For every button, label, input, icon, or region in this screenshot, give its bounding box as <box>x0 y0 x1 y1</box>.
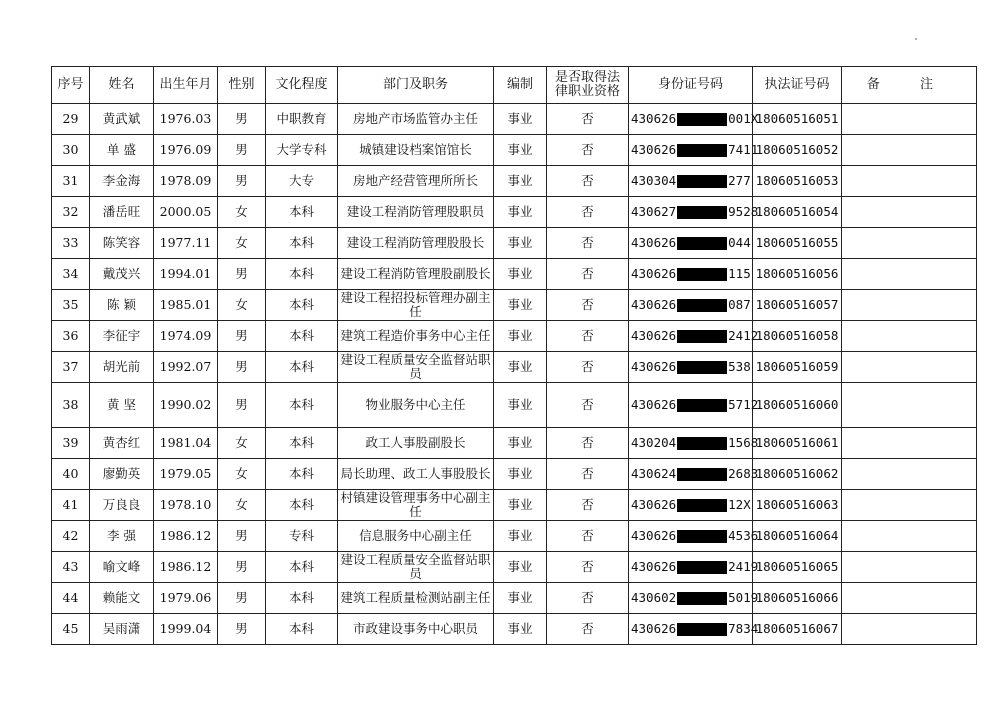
cell-education: 本科 <box>266 383 338 428</box>
cell-remarks <box>842 428 977 459</box>
cell-seq: 32 <box>52 197 90 228</box>
cell-name: 吴雨潇 <box>90 614 154 645</box>
cell-name: 陈笑容 <box>90 228 154 259</box>
cell-remarks <box>842 583 977 614</box>
table-row <box>52 583 977 614</box>
cell-staffing: 事业 <box>494 521 547 552</box>
cell-gender: 男 <box>218 135 266 166</box>
table-row <box>52 552 977 583</box>
cell-remarks <box>842 135 977 166</box>
cell-name: 黄武斌 <box>90 104 154 135</box>
cell-dept-position: 建筑工程造价事务中心主任 <box>338 321 494 352</box>
cell-birth: 1990.02 <box>154 383 218 428</box>
cell-name: 赖能文 <box>90 583 154 614</box>
cell-id-number <box>629 521 759 552</box>
cell-id-number <box>629 490 753 521</box>
cell-name: 万良良 <box>90 490 154 521</box>
table-row <box>52 352 977 383</box>
cell-legal-qualification: 否 <box>547 197 629 228</box>
cell-dept-position: 房地产市场监管办主任 <box>338 104 494 135</box>
header-name: 姓名 <box>90 67 154 104</box>
cell-education: 本科 <box>266 321 338 352</box>
id-prefix: 430626 <box>631 359 677 374</box>
cell-education: 大专 <box>266 166 338 197</box>
cell-legal-qualification: 否 <box>547 583 629 614</box>
cell-id-number <box>629 259 753 290</box>
cell-id-number <box>629 352 753 383</box>
cell-legal-qualification: 否 <box>547 321 629 352</box>
cell-id-number <box>629 459 759 490</box>
cell-name: 李金海 <box>90 166 154 197</box>
cell-legal-qualification: 否 <box>547 290 629 321</box>
cell-gender: 男 <box>218 583 266 614</box>
header-seq: 序号 <box>52 67 90 104</box>
cell-remarks <box>842 552 977 583</box>
cell-gender: 男 <box>218 259 266 290</box>
cell-seq: 31 <box>52 166 90 197</box>
cell-birth: 1981.04 <box>154 428 218 459</box>
table-row <box>52 197 977 228</box>
cell-legal-qualification: 否 <box>547 614 629 645</box>
id-suffix: 5712 <box>728 397 759 412</box>
cell-cert-number: 18060516063 <box>753 490 842 521</box>
cell-birth: 2000.05 <box>154 197 218 228</box>
cell-seq: 43 <box>52 552 90 583</box>
table-row <box>52 135 977 166</box>
cell-education: 本科 <box>266 490 338 521</box>
cell-birth: 1986.12 <box>154 521 218 552</box>
id-prefix: 430626 <box>631 497 677 512</box>
cell-dept-position: 建设工程质量安全监督站职员 <box>338 552 494 583</box>
id-prefix: 430626 <box>631 235 677 250</box>
cell-gender: 男 <box>218 521 266 552</box>
cell-cert-number: 18060516062 <box>753 459 842 490</box>
cell-education: 中职教育 <box>266 104 338 135</box>
redaction-bar <box>677 299 727 312</box>
cell-dept-position: 建筑工程质量检测站副主任 <box>338 583 494 614</box>
id-suffix: 2419 <box>728 559 759 574</box>
cell-cert-number: 18060516066 <box>753 583 842 614</box>
cell-staffing: 事业 <box>494 614 547 645</box>
table-row <box>52 614 977 645</box>
id-prefix: 430624 <box>631 466 677 481</box>
redaction-bar <box>677 399 727 412</box>
redaction-bar <box>677 530 727 543</box>
id-suffix: 115 <box>728 266 751 281</box>
table-row <box>52 521 977 552</box>
id-prefix: 430602 <box>631 590 677 605</box>
id-prefix: 430626 <box>631 559 677 574</box>
cell-dept-position: 市政建设事务中心职员 <box>338 614 494 645</box>
cell-birth: 1985.01 <box>154 290 218 321</box>
cell-staffing: 事业 <box>494 135 547 166</box>
cell-remarks <box>842 197 977 228</box>
cell-birth: 1994.01 <box>154 259 218 290</box>
cell-remarks <box>842 259 977 290</box>
cell-gender: 男 <box>218 104 266 135</box>
header-gender: 性别 <box>218 67 266 104</box>
cell-seq: 37 <box>52 352 90 383</box>
id-prefix: 430626 <box>631 297 677 312</box>
cell-seq: 45 <box>52 614 90 645</box>
cell-legal-qualification: 否 <box>547 166 629 197</box>
id-suffix: 12X <box>728 497 751 512</box>
cell-legal-qualification: 否 <box>547 259 629 290</box>
cell-id-number <box>629 614 759 645</box>
cell-cert-number: 18060516059 <box>753 352 842 383</box>
cell-dept-position: 建设工程消防管理股副股长 <box>338 259 494 290</box>
cell-staffing: 事业 <box>494 228 547 259</box>
table-row <box>52 490 977 521</box>
redaction-bar <box>677 437 727 450</box>
cell-cert-number: 18060516053 <box>753 166 842 197</box>
cell-seq: 29 <box>52 104 90 135</box>
cell-remarks <box>842 383 977 428</box>
id-prefix: 430626 <box>631 328 677 343</box>
cell-gender: 女 <box>218 197 266 228</box>
cell-birth: 1977.11 <box>154 228 218 259</box>
cell-id-number <box>629 197 759 228</box>
cell-education: 本科 <box>266 352 338 383</box>
id-suffix: 5019 <box>728 590 759 605</box>
id-suffix: 087 <box>728 297 751 312</box>
scan-speck <box>915 38 917 40</box>
cell-staffing: 事业 <box>494 197 547 228</box>
redaction-bar <box>677 268 727 281</box>
cell-dept-position: 建设工程消防管理股股长 <box>338 228 494 259</box>
cell-id-number <box>629 104 759 135</box>
cell-legal-qualification: 否 <box>547 104 629 135</box>
cell-birth: 1986.12 <box>154 552 218 583</box>
cell-dept-position: 局长助理、政工人事股股长 <box>338 459 494 490</box>
redaction-bar <box>677 175 727 188</box>
cell-education: 本科 <box>266 259 338 290</box>
table-row <box>52 428 977 459</box>
cell-seq: 35 <box>52 290 90 321</box>
cell-birth: 1976.03 <box>154 104 218 135</box>
table-header <box>52 67 977 104</box>
cell-cert-number: 18060516057 <box>753 290 842 321</box>
id-suffix: 1568 <box>728 435 759 450</box>
cell-id-number <box>629 228 753 259</box>
cell-dept-position: 村镇建设管理事务中心副主任 <box>338 490 494 521</box>
cell-remarks <box>842 104 977 135</box>
cell-gender: 男 <box>218 352 266 383</box>
redaction-bar <box>677 237 727 250</box>
cell-legal-qualification: 否 <box>547 383 629 428</box>
cell-cert-number: 18060516054 <box>753 197 842 228</box>
cell-education: 本科 <box>266 428 338 459</box>
cell-seq: 38 <box>52 383 90 428</box>
cell-dept-position: 物业服务中心主任 <box>338 383 494 428</box>
cell-legal-qualification: 否 <box>547 428 629 459</box>
cell-dept-position: 建设工程质量安全监督站职员 <box>338 352 494 383</box>
cell-birth: 1978.09 <box>154 166 218 197</box>
header-legal-qualification: 是否取得法律职业资格 <box>547 67 629 104</box>
header-staffing: 编制 <box>494 67 547 104</box>
cell-seq: 39 <box>52 428 90 459</box>
cell-gender: 女 <box>218 428 266 459</box>
cell-seq: 41 <box>52 490 90 521</box>
cell-cert-number: 18060516055 <box>753 228 842 259</box>
table-row <box>52 459 977 490</box>
cell-birth: 1999.04 <box>154 614 218 645</box>
cell-remarks <box>842 228 977 259</box>
cell-cert-number: 18060516067 <box>753 614 842 645</box>
cell-seq: 40 <box>52 459 90 490</box>
redaction-bar <box>677 113 727 126</box>
cell-cert-number: 18060516064 <box>753 521 842 552</box>
cell-dept-position: 房地产经营管理所所长 <box>338 166 494 197</box>
cell-name: 胡光前 <box>90 352 154 383</box>
header-remarks: 备 注 <box>842 67 977 104</box>
cell-education: 本科 <box>266 614 338 645</box>
table-row <box>52 166 977 197</box>
cell-id-number <box>629 552 759 583</box>
cell-cert-number: 18060516052 <box>753 135 842 166</box>
cell-id-number <box>629 583 759 614</box>
cell-birth: 1976.09 <box>154 135 218 166</box>
cell-legal-qualification: 否 <box>547 552 629 583</box>
header-id-number: 身份证号码 <box>629 67 753 104</box>
cell-name: 黄 坚 <box>90 383 154 428</box>
cell-dept-position: 建设工程招投标管理办副主任 <box>338 290 494 321</box>
cell-birth: 1992.07 <box>154 352 218 383</box>
cell-staffing: 事业 <box>494 459 547 490</box>
cell-staffing: 事业 <box>494 166 547 197</box>
cell-birth: 1978.10 <box>154 490 218 521</box>
header-education: 文化程度 <box>266 67 338 104</box>
redaction-bar <box>677 361 727 374</box>
cell-gender: 女 <box>218 490 266 521</box>
cell-dept-position: 城镇建设档案馆馆长 <box>338 135 494 166</box>
cell-gender: 女 <box>218 290 266 321</box>
id-prefix: 430204 <box>631 435 677 450</box>
cell-id-number <box>629 321 759 352</box>
cell-staffing: 事业 <box>494 428 547 459</box>
cell-gender: 女 <box>218 459 266 490</box>
cell-cert-number: 18060516051 <box>753 104 842 135</box>
cell-id-number <box>629 166 753 197</box>
table-row <box>52 259 977 290</box>
cell-staffing: 事业 <box>494 352 547 383</box>
cell-staffing: 事业 <box>494 583 547 614</box>
redaction-bar <box>677 206 727 219</box>
cell-remarks <box>842 614 977 645</box>
cell-remarks <box>842 166 977 197</box>
header-dept-position: 部门及职务 <box>338 67 494 104</box>
cell-name: 单 盛 <box>90 135 154 166</box>
cell-birth: 1979.05 <box>154 459 218 490</box>
cell-education: 本科 <box>266 459 338 490</box>
cell-remarks <box>842 521 977 552</box>
cell-birth: 1974.09 <box>154 321 218 352</box>
id-prefix: 430627 <box>631 204 677 219</box>
cell-name: 黄杏红 <box>90 428 154 459</box>
id-prefix: 430626 <box>631 266 677 281</box>
table-body <box>52 104 977 645</box>
cell-legal-qualification: 否 <box>547 521 629 552</box>
cell-staffing: 事业 <box>494 321 547 352</box>
cell-staffing: 事业 <box>494 290 547 321</box>
cell-gender: 女 <box>218 228 266 259</box>
table-row <box>52 228 977 259</box>
cell-seq: 30 <box>52 135 90 166</box>
cell-birth: 1979.06 <box>154 583 218 614</box>
redaction-bar <box>677 623 727 636</box>
cell-gender: 男 <box>218 383 266 428</box>
id-suffix: 044 <box>728 235 751 250</box>
cell-education: 本科 <box>266 197 338 228</box>
redaction-bar <box>677 330 727 343</box>
cell-name: 李征宇 <box>90 321 154 352</box>
id-prefix: 430626 <box>631 621 677 636</box>
cell-legal-qualification: 否 <box>547 459 629 490</box>
cell-id-number <box>629 290 753 321</box>
cell-staffing: 事业 <box>494 383 547 428</box>
id-prefix: 430304 <box>631 173 677 188</box>
table-row <box>52 321 977 352</box>
cell-name: 廖勤英 <box>90 459 154 490</box>
header-row <box>52 67 977 104</box>
cell-cert-number: 18060516056 <box>753 259 842 290</box>
cell-seq: 36 <box>52 321 90 352</box>
id-suffix: 7834 <box>728 621 759 636</box>
cell-cert-number: 18060516061 <box>753 428 842 459</box>
personnel-table <box>51 66 977 645</box>
cell-seq: 33 <box>52 228 90 259</box>
cell-staffing: 事业 <box>494 490 547 521</box>
id-suffix: 277 <box>728 173 751 188</box>
cell-dept-position: 信息服务中心副主任 <box>338 521 494 552</box>
cell-name: 陈 颖 <box>90 290 154 321</box>
cell-name: 李 强 <box>90 521 154 552</box>
cell-education: 大学专科 <box>266 135 338 166</box>
cell-remarks <box>842 459 977 490</box>
cell-legal-qualification: 否 <box>547 490 629 521</box>
redaction-bar <box>677 592 727 605</box>
id-suffix: 9528 <box>728 204 759 219</box>
id-prefix: 430626 <box>631 397 677 412</box>
cell-remarks <box>842 352 977 383</box>
id-suffix: 538 <box>728 359 751 374</box>
cell-education: 本科 <box>266 552 338 583</box>
id-prefix: 430626 <box>631 111 677 126</box>
cell-cert-number: 18060516065 <box>753 552 842 583</box>
table-row <box>52 290 977 321</box>
cell-education: 本科 <box>266 583 338 614</box>
redaction-bar <box>677 561 727 574</box>
cell-id-number <box>629 135 759 166</box>
cell-gender: 男 <box>218 614 266 645</box>
cell-education: 本科 <box>266 228 338 259</box>
cell-seq: 44 <box>52 583 90 614</box>
cell-id-number <box>629 428 759 459</box>
id-prefix: 430626 <box>631 142 677 157</box>
id-prefix: 430626 <box>631 528 677 543</box>
cell-remarks <box>842 290 977 321</box>
cell-staffing: 事业 <box>494 552 547 583</box>
header-birth: 出生年月 <box>154 67 218 104</box>
table-row <box>52 104 977 135</box>
id-suffix: 7411 <box>728 142 759 157</box>
cell-name: 喻文峰 <box>90 552 154 583</box>
id-suffix: 2683 <box>728 466 759 481</box>
cell-legal-qualification: 否 <box>547 135 629 166</box>
cell-gender: 男 <box>218 321 266 352</box>
cell-name: 潘岳旺 <box>90 197 154 228</box>
cell-gender: 男 <box>218 166 266 197</box>
id-suffix: 4536 <box>728 528 759 543</box>
cell-cert-number: 18060516060 <box>753 383 842 428</box>
cell-id-number <box>629 383 759 428</box>
cell-education: 专科 <box>266 521 338 552</box>
cell-seq: 42 <box>52 521 90 552</box>
cell-dept-position: 政工人事股副股长 <box>338 428 494 459</box>
redaction-bar <box>677 468 727 481</box>
cell-remarks <box>842 321 977 352</box>
cell-legal-qualification: 否 <box>547 352 629 383</box>
id-suffix: 001X <box>728 111 759 126</box>
cell-education: 本科 <box>266 290 338 321</box>
redaction-bar <box>677 144 727 157</box>
id-suffix: 2412 <box>728 328 759 343</box>
cell-dept-position: 建设工程消防管理股职员 <box>338 197 494 228</box>
redaction-bar <box>677 499 727 512</box>
cell-legal-qualification: 否 <box>547 228 629 259</box>
table-row <box>52 383 977 428</box>
cell-staffing: 事业 <box>494 259 547 290</box>
cell-seq: 34 <box>52 259 90 290</box>
cell-remarks <box>842 490 977 521</box>
cell-staffing: 事业 <box>494 104 547 135</box>
cell-gender: 男 <box>218 552 266 583</box>
cell-name: 戴茂兴 <box>90 259 154 290</box>
header-cert-number: 执法证号码 <box>753 67 842 104</box>
cell-cert-number: 18060516058 <box>753 321 842 352</box>
